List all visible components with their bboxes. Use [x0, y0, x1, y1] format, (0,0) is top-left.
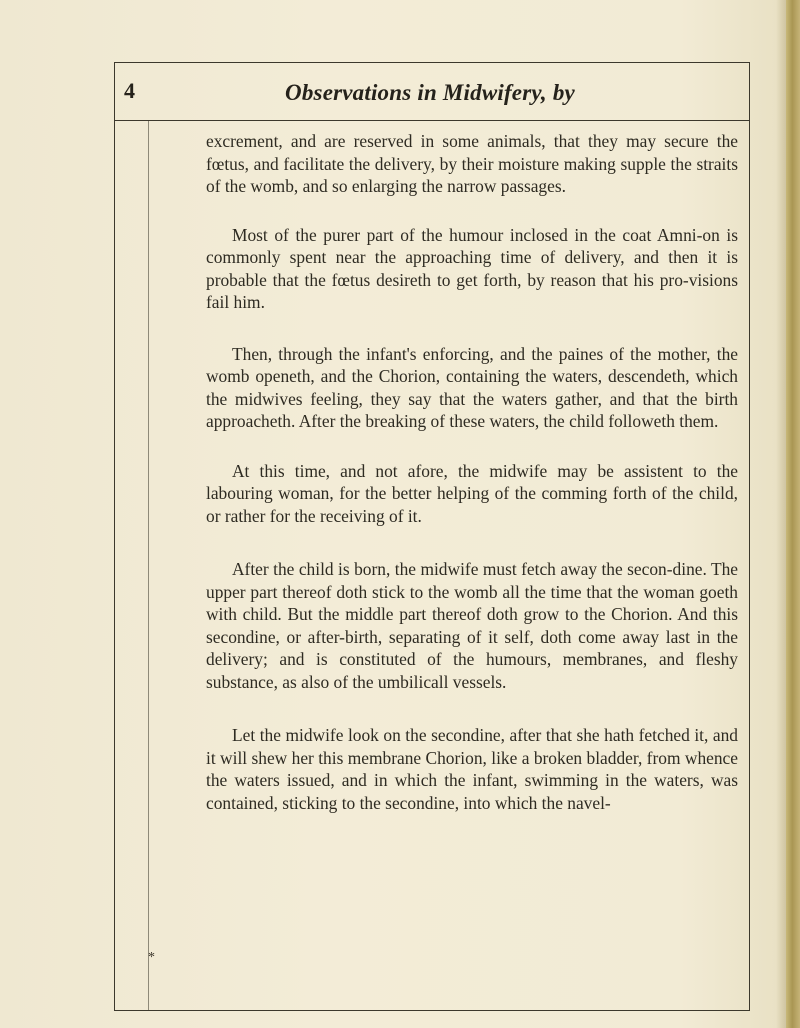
paragraph: Let the midwife look on the secondine, after that she hath fetched it, and it will shew her this membrane Chorion, like a broken bladder, from whence the waters issued, and in which the infant, swimming in the waters, was contained, sticking to the secondine, into which the navel- — [206, 725, 738, 813]
paragraph: Then, through the infant's enforcing, and the paines of the mother, the womb openeth, and the Chorion, containing the waters, descendeth, which the midwives feeling, they say that the waters gather, and that the birth approacheth. After the breaking of these waters, the child followeth them. — [206, 343, 738, 431]
gutter-shadow — [776, 0, 786, 1028]
running-title: Observations in Midwifery, by — [285, 80, 575, 105]
paragraph: Most of the purer part of the humour inclosed in the coat Amni-on is commonly spent near the approaching time of delivery, and then it is probable that the fœtus desireth to get forth, by reason that his pro-visions fail him. — [206, 224, 738, 312]
paragraph: After the child is born, the midwife must fetch away the secon-dine. The upper part thereof doth stick to the womb all the time that the woman goeth with child. But the middle part thereof doth grow to the Chorion. And this secondine, or after-birth, separating of it self, doth come away last in the delivery; and is constituted of the humours, membranes, and fleshy substance, as also of the umbilicall vessels. — [206, 559, 738, 692]
page-number: 4 — [124, 78, 135, 103]
frame-right-rule — [749, 62, 750, 1010]
body-text — [206, 130, 738, 814]
header-rule — [114, 120, 750, 121]
frame-bottom-rule — [114, 1010, 750, 1011]
page-edge — [786, 0, 800, 1028]
frame-left-rule — [114, 62, 115, 1010]
text-column-left-rule — [148, 120, 149, 1010]
paragraph: excrement, and are reserved in some animals, that they may secure the fœtus, and facilitate the delivery, by their moisture making supple the straits of the womb, and so enlarging the narrow passages. — [206, 131, 738, 196]
margin-mark: * — [148, 950, 155, 965]
frame-top-rule — [114, 62, 750, 63]
paragraph: At this time, and not afore, the midwife may be assistent to the labouring woman, for the better helping of the comming forth of the child, or rather for the receiving of it. — [206, 460, 738, 526]
